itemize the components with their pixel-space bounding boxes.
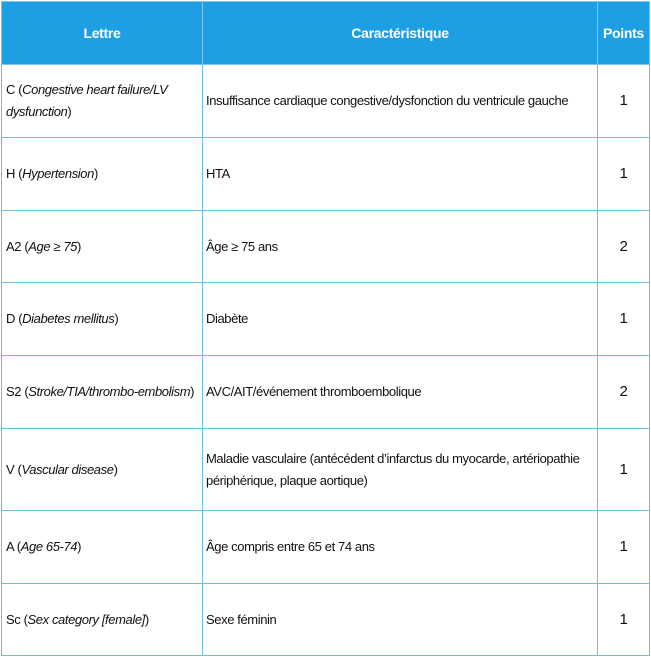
characteristic-cell: Diabète [203,283,598,356]
score-table-container [1,1,649,656]
points-cell: 1 [598,584,650,656]
points-cell: 2 [598,356,650,429]
table-row [2,283,650,356]
letter-code: D [6,311,15,327]
table-row [2,356,650,429]
letter-english: Age 65-74 [20,539,78,555]
header-points: Points [598,2,650,65]
characteristic-cell: Insuffisance cardiaque congestive/dysfonction du ventricule gauche [203,65,598,138]
header-characteristic: Caractéristique [203,2,598,65]
table-row [2,584,650,656]
letter-code: C [6,81,15,97]
table-header-row [2,2,650,65]
letter-english: Stroke/TIA/thrombo-embolism [28,384,191,400]
letter-code: V [6,461,15,477]
characteristic-cell: Âge compris entre 65 et 74 ans [203,511,598,584]
score-table [1,1,650,656]
letter-cell: A (Age 65-74) [2,511,203,584]
letter-code: Sc [6,611,21,627]
table-row [2,429,650,511]
letter-cell: A2 (Age ≥ 75) [2,210,203,283]
letter-cell: D (Diabetes mellitus) [2,283,203,356]
points-cell: 1 [598,283,650,356]
letter-code: A2 [6,238,22,254]
points-cell: 1 [598,429,650,511]
points-cell: 1 [598,137,650,210]
letter-cell: Sc (Sex category [female]) [2,584,203,656]
table-row [2,210,650,283]
letter-english: Congestive heart failure/LV dysfunction [6,81,168,119]
points-cell: 1 [598,65,650,138]
letter-code: A [6,539,14,555]
table-row [2,65,650,138]
letter-code: H [6,165,15,181]
characteristic-cell: Maladie vasculaire (antécédent d’infarctus du myocarde, artériopathie périphérique, plaque aortique) [203,429,598,511]
table-row [2,511,650,584]
letter-cell: S2 (Stroke/TIA/thrombo-embolism) [2,356,203,429]
letter-code: S2 [6,384,22,400]
points-cell: 1 [598,511,650,584]
table-row [2,137,650,210]
letter-english: Diabetes mellitus [22,311,115,327]
letter-english: Sex category [female] [27,611,145,627]
characteristic-cell: Sexe féminin [203,584,598,656]
letter-english: Vascular disease [21,461,114,477]
points-cell: 2 [598,210,650,283]
letter-english: Age ≥ 75 [28,238,78,254]
letter-cell: C (Congestive heart failure/LV dysfunction) [2,65,203,138]
characteristic-cell: AVC/AIT/événement thromboembolique [203,356,598,429]
letter-cell: H (Hypertension) [2,137,203,210]
letter-english: Hypertension [22,165,94,181]
characteristic-cell: Âge ≥ 75 ans [203,210,598,283]
header-letter: Lettre [2,2,203,65]
characteristic-cell: HTA [203,137,598,210]
letter-cell: V (Vascular disease) [2,429,203,511]
